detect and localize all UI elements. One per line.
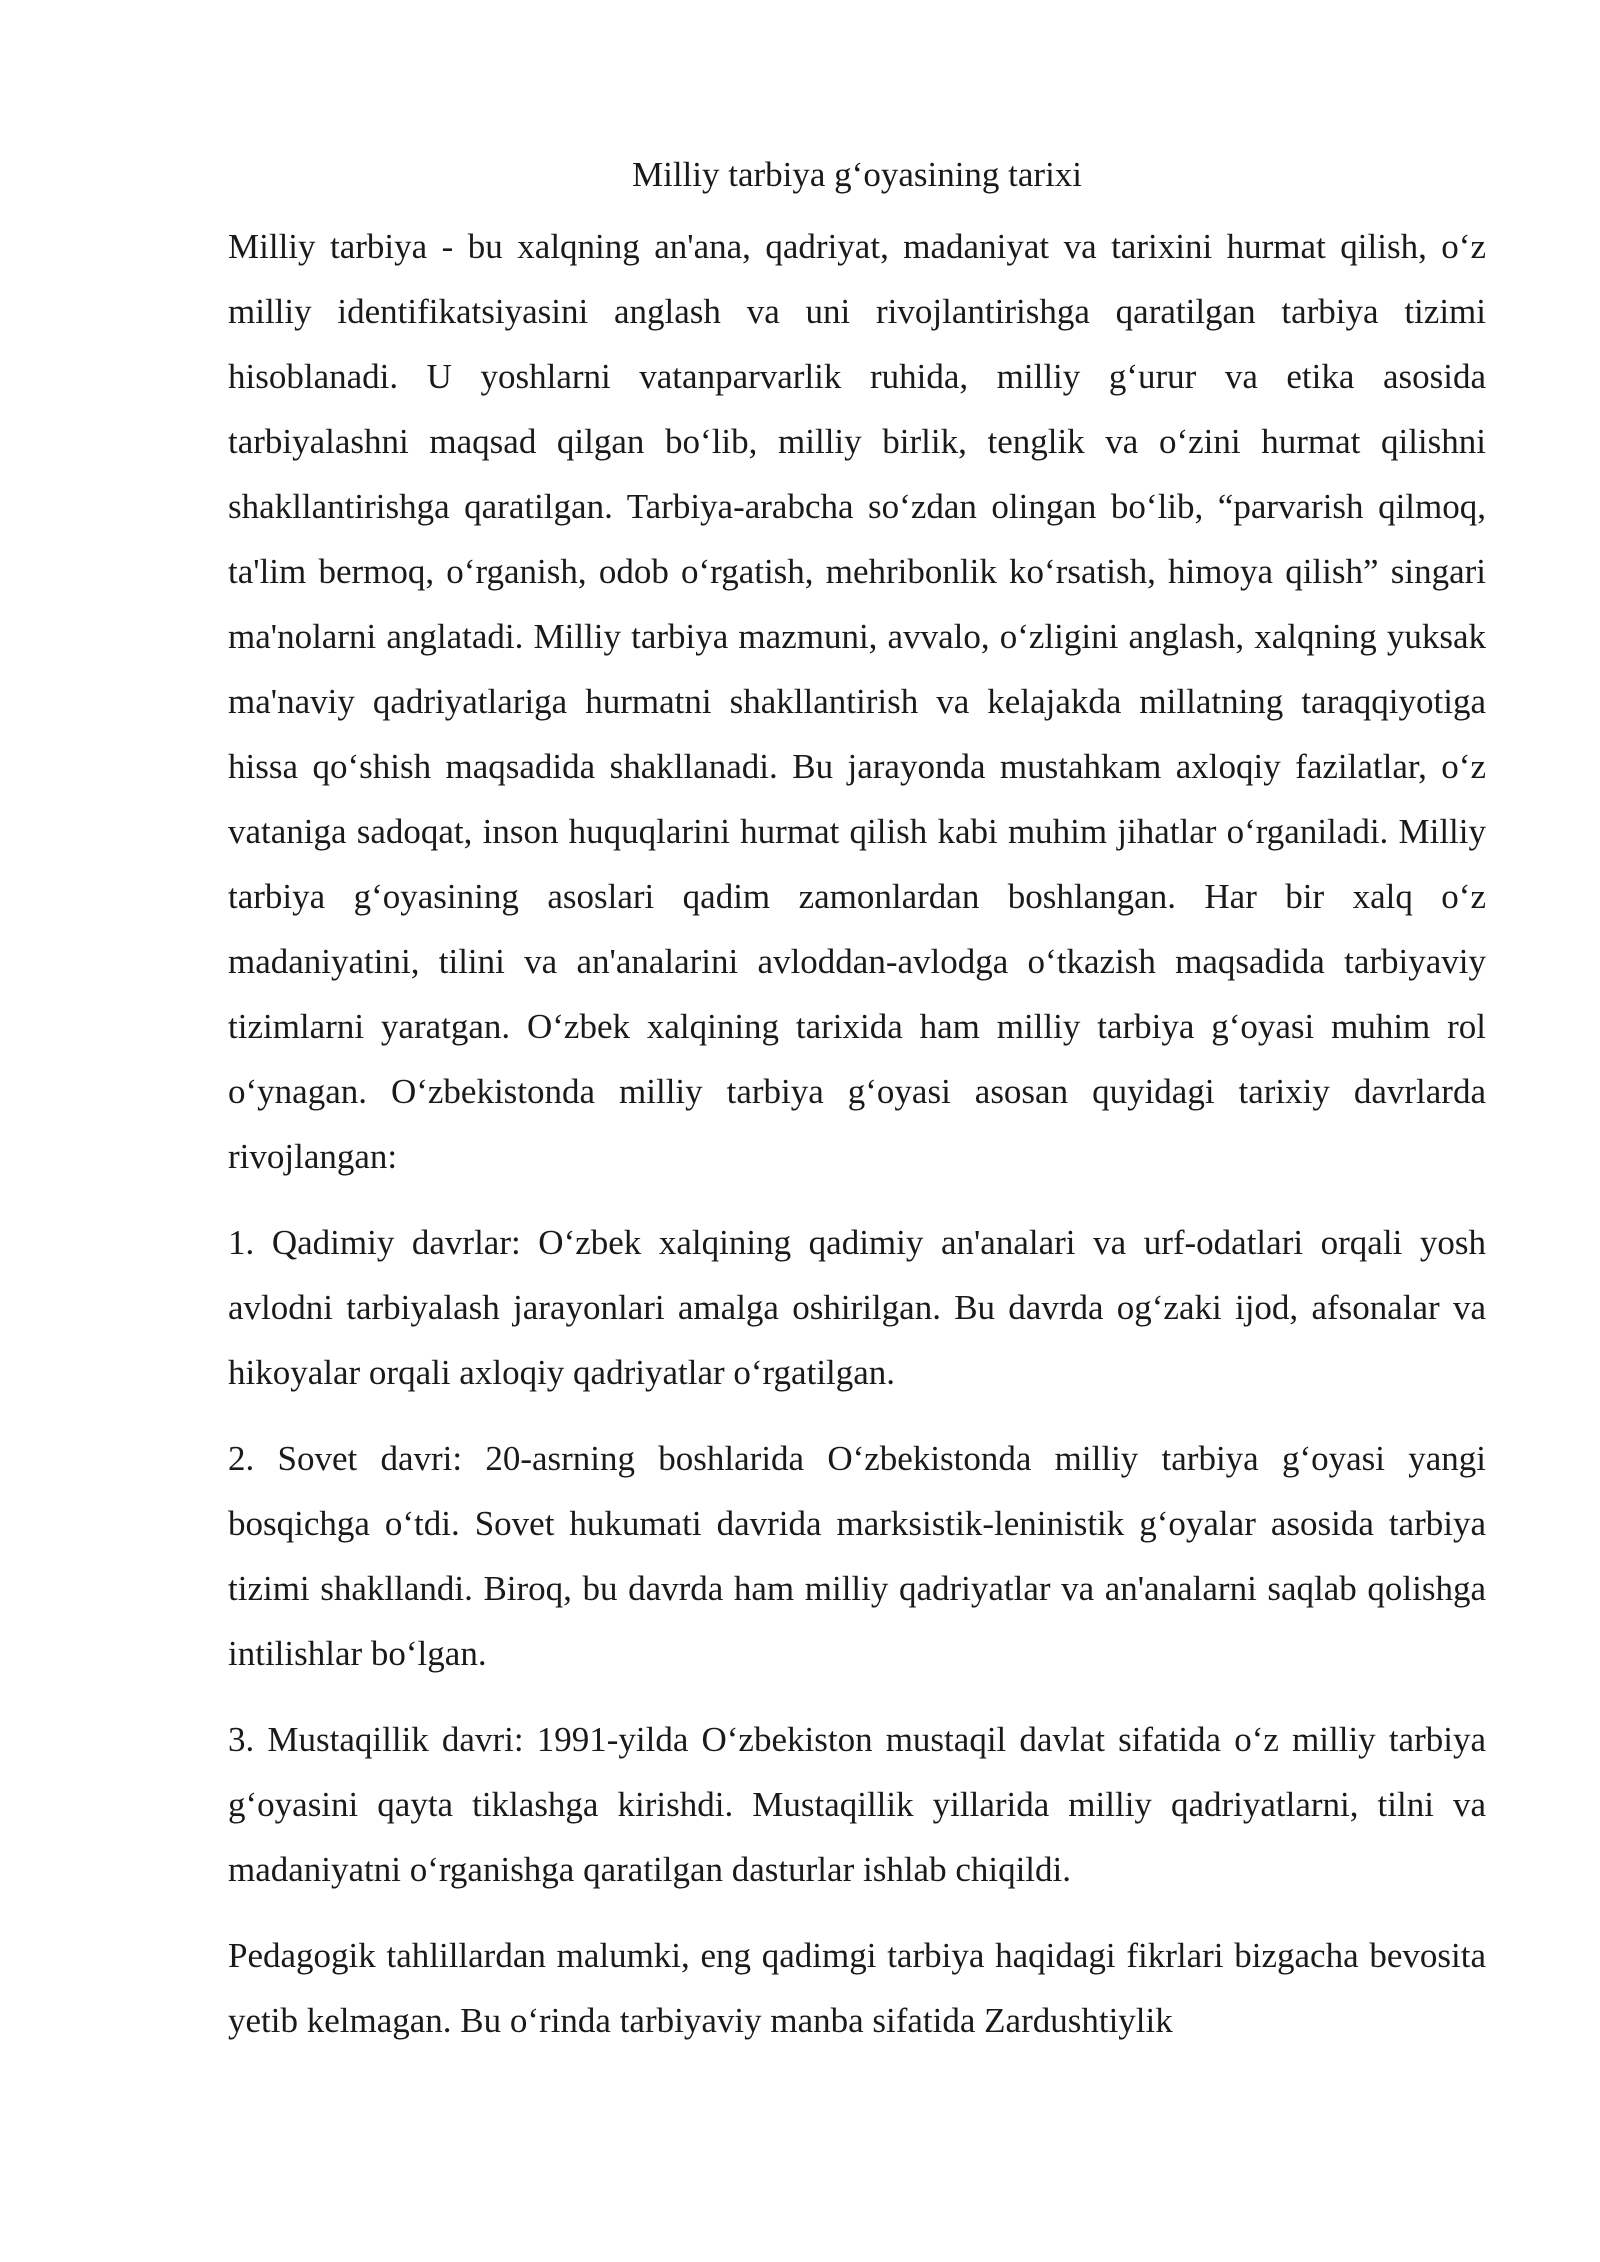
paragraph-ancient-period: 1. Qadimiy davrlar: O‘zbek xalqining qadimiy an'analari va urf-odatlari orqali yosh avlodni tarbiyalash jarayonlari amalga oshirilgan. Bu davrda og‘zaki ijod, afsonalar va hikoyalar orqali axloqiy qadriyatlar o‘rgatilgan. [228, 1223, 1486, 1392]
paragraph-soviet-period: 2. Sovet davri: 20-asrning boshlarida O‘zbekistonda milliy tarbiya g‘oyasi yangi bosqichga o‘tdi. Sovet hukumati davrida marksistik-leninistik g‘oyalar asosida tarbiya tizimi shakllandi. Biroq, bu davrda ham milliy qadriyatlar va an'analarni saqlab qolishga intilishlar bo‘lgan. [228, 1439, 1486, 1673]
paragraph-intro: Milliy tarbiya - bu xalqning an'ana, qadriyat, madaniyat va tarixini hurmat qilish, o‘z milliy identifikatsiyasini anglash va uni rivojlantirishga qaratilgan tarbiya tizimi hisoblanadi. U yoshlarni vatanparvarlik ruhida, milliy g‘urur va etika asosida tarbiyalashni maqsad qilgan bo‘lib, milliy birlik, tenglik va o‘zini hurmat qilishni shakllantirishga qaratilgan. Tarbiya-arabcha so‘zdan olingan bo‘lib, “parvarish qilmoq, ta'lim bermoq, o‘rganish, odob o‘rgatish, mehribonlik ko‘rsatish, himoya qilish” singari ma'nolarni anglatadi. Milliy tarbiya mazmuni, avvalo, o‘zligini anglash, xalqning yuksak ma'naviy qadriyatlariga hurmatni shakllantirish va kelajakda millatning taraqqiyotiga hissa qo‘shish maqsadida shakllanadi. Bu jarayonda mustahkam axloqiy fazilatlar, o‘z vataniga sadoqat, inson huquqlarini hurmat qilish kabi muhim jihatlar o‘rganiladi. Milliy tarbiya g‘oyasining asoslari qadim zamonlardan boshlangan. Har bir xalq o‘z madaniyatini, tilini va an'analarini avloddan-avlodga o‘tkazish maqsadida tarbiyaviy tizimlarni yaratgan. O‘zbek xalqining tarixida ham milliy tarbiya g‘oyasi muhim rol o‘ynagan. O‘zbekistonda milliy tarbiya g‘oyasi asosan quyidagi tarixiy davrlarda rivojlangan: [228, 227, 1486, 1176]
document-title: Milliy tarbiya g‘oyasining tarixi [631, 155, 1083, 194]
paragraph-pedagogical-analysis: Pedagogik tahlillardan malumki, eng qadimgi tarbiya haqidagi fikrlari bizgacha bevosita yetib kelmagan. Bu o‘rinda tarbiyaviy manba sifatida Zardushtiylik [228, 1936, 1486, 2040]
document-body [228, 150, 1486, 2053]
paragraph-independence-period: 3. Mustaqillik davri: 1991-yilda O‘zbekiston mustaqil davlat sifatida o‘z milliy tarbiya g‘oyasini qayta tiklashga kirishdi. Mustaqillik yillarida milliy qadriyatlarni, tilni va madaniyatni o‘rganishga qaratilgan dasturlar ishlab chiqildi. [228, 1720, 1486, 1889]
